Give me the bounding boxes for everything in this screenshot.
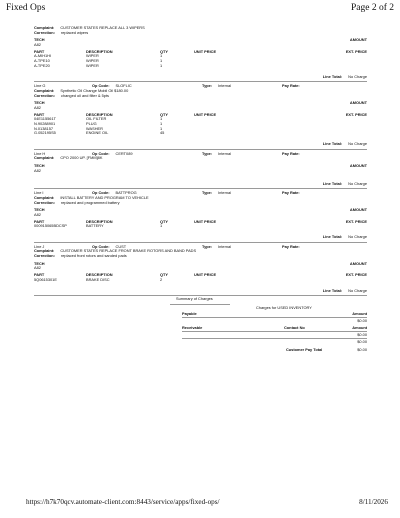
correction-text: replaced wipers <box>60 29 89 35</box>
part-row: N.0138157 WASHER 1 <box>34 125 163 131</box>
part-row: N.90288901 PLUG 1 <box>34 121 163 126</box>
document-title: Fixed Ops <box>6 3 46 13</box>
op-code: CERT089 <box>115 150 133 156</box>
summary-of-charges <box>34 295 367 357</box>
receivable-label: Receivable <box>182 325 203 331</box>
part-row: A-TPE20 WIPER 1 <box>34 62 163 68</box>
customer-pay-total-label: Customer Pay Total <box>286 347 323 353</box>
correction-text: replaced and programmed battery <box>60 199 120 205</box>
subtotal-amount: $0.00 <box>357 339 367 345</box>
part-row: 5Q0615301E BRAKE DISC 2 <box>34 276 163 282</box>
complaint-text: CPO 2000 UP. [FMM]8K <box>60 155 103 161</box>
complaint-text: CUSTOMER STATES REPLACE FRONT BRAKE ROTORS AND BAND PADS <box>60 248 197 254</box>
line-f-continuation: Complaint: CUSTOMER STATES REPLACE ALL 3 WIPERS Correction: replaced wipers TECH AMOUNT A82 PART DESCRIPTION QTY UNIT PRICE EXT. PRICE A-MIH1HI WIPER 1 A-TPE10 WIPER 1 A-TPE20 WIPER 1 Line Total: No Charge <box>34 25 367 79</box>
summary-title: Summary of Charges <box>176 296 213 302</box>
line-total: Line Total: No Charge <box>322 180 367 186</box>
contact-no-label: Contact No <box>284 325 305 331</box>
part-row: A-MIH1HI WIPER 1 <box>34 53 163 59</box>
line-header: Line H Op Code: CERT089 Type: Internal Pay Rate: <box>34 150 300 156</box>
part-row: A-TPE10 WIPER 1 <box>34 58 163 64</box>
line-type: Internal <box>218 150 232 156</box>
complaint-text: INSTALL BATTERY AND PROGRAM TO VEHICLE <box>60 194 149 200</box>
line-type: Internal <box>218 190 232 196</box>
line-name: Line G <box>34 83 46 89</box>
inventory-charges-title: Charges for USED INVENTORY <box>256 305 312 311</box>
payable-amount: $0.00 <box>357 318 367 324</box>
parts-header: PART DESCRIPTION QTY UNIT PRICE EXT. PRICE <box>34 272 367 278</box>
page-header <box>6 3 394 17</box>
line-total: Line Total: No Charge <box>322 234 367 239</box>
correction-text: changed oil and filter & 5pts <box>60 92 109 98</box>
parts-header: PART DESCRIPTION QTY UNIT PRICE EXT. PRICE <box>34 111 367 117</box>
page-number: Page 2 of 2 <box>350 3 394 13</box>
part-row: G.052195S5 ENGINE OIL 45 <box>34 130 165 136</box>
part-row: 04E115561T OIL FILTER 1 <box>34 116 163 122</box>
amount-label: Amount <box>352 311 367 317</box>
repair-order-document <box>34 26 367 357</box>
tech-id: A82 <box>34 104 41 110</box>
parts-header: PART DESCRIPTION QTY UNIT PRICE EXT. PRICE <box>34 218 367 224</box>
line-total: Line Total: No Charge <box>322 141 367 147</box>
receivable-amount: $0.00 <box>357 332 367 338</box>
tech-id: A82 <box>34 167 41 173</box>
line-g-block: Line G Op Code: SLOFLIC Type: Internal Pay Rate: Complaint: Synthetic Oil Change Mobil Oil $180.00 Correction: changed oil and filter & 5pts TECH AMOUNT A82 PART DESCRIPTION QTY UNIT PRICE EXT. PRICE 04E115561T OIL FILTER 1 N.90288901 PLUG 1 N.0138157 WASHER 1 G.052195S5 ENGINE OIL 45 Line Total: No Charge <box>34 83 367 147</box>
payable-label: Payable <box>182 311 197 317</box>
line-total: Line Total: No Charge <box>322 73 367 79</box>
part-row: 000915065BDCSP BATTERY 1 <box>34 223 163 229</box>
footer-date: 8/11/2026 <box>359 498 388 506</box>
customer-pay-total: $0.00 <box>357 347 367 353</box>
line-h-block: Line H Op Code: CERT089 Type: Internal Pay Rate: Complaint: CPO 2000 UP. [FMM]8K TECH AMOUNT A82 Line Total: No Charge <box>34 150 367 186</box>
line-header: Line J Op Code: CUST Type: Internal Pay Rate: <box>34 243 300 249</box>
line-header: Line I Op Code: BATTPROG Type: Internal Pay Rate: <box>34 190 300 196</box>
line-total: Line Total: No Charge <box>322 287 367 293</box>
complaint-text: CUSTOMER STATES REPLACE ALL 3 WIPERS <box>60 25 145 30</box>
line-type: Internal <box>218 83 232 89</box>
tech-id: A82 <box>34 211 41 217</box>
line-name: Line J <box>34 243 45 249</box>
parts-header: PART DESCRIPTION QTY UNIT PRICE EXT. PRICE <box>34 48 367 54</box>
footer-url: https://h7k70qcv.automate-client.com:8443/service/apps/fixed-ops/ <box>26 498 220 506</box>
complaint-text: Synthetic Oil Change Mobil Oil $180.00 <box>60 87 129 93</box>
op-code: SLOFLIC <box>115 83 132 89</box>
line-name: Line H <box>34 150 46 156</box>
correction-text: replaced front rotors and sanded pads <box>60 253 127 259</box>
line-type: Internal <box>218 243 232 249</box>
line-name: Line I <box>34 190 44 196</box>
amount-label: Amount <box>352 325 367 331</box>
line-i-block: Line I Op Code: BATTPROG Type: Internal Pay Rate: Complaint: INSTALL BATTERY AND PROGRAM TO VEHICLE Correction: replaced and programmed battery TECH AMOUNT A82 PART DESCRIPTION QTY UNIT PRICE EXT. PRICE 000915065BDCSP BATTERY 1 Line Total: No Charge <box>34 190 367 239</box>
line-header: Line G Op Code: SLOFLIC Type: Internal Pay Rate: <box>34 83 300 89</box>
tech-id: A82 <box>34 265 41 271</box>
op-code: CUST <box>115 243 127 249</box>
op-code: BATTPROG <box>115 190 137 196</box>
page-footer <box>26 498 388 506</box>
line-j-block: Line J Op Code: CUST Type: Internal Pay Rate: Complaint: CUSTOMER STATES REPLACE FRONT BRAKE ROTORS AND BAND PADS Correction: replaced front rotors and sanded pads TECH AMOUNT A82 PART DESCRIPTION QTY UNIT PRICE EXT. PRICE 5Q0615301E BRAKE DISC 2 Line Total: No Charge <box>34 243 367 293</box>
tech-id: A82 <box>34 42 41 48</box>
